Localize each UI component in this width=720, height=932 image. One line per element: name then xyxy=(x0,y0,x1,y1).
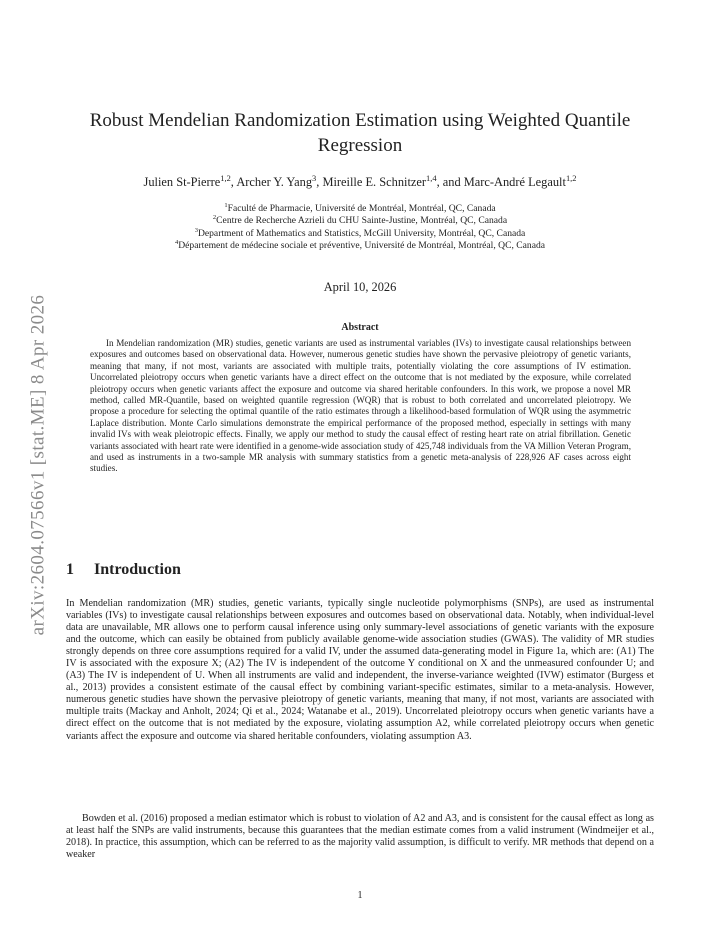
affiliation-line xyxy=(66,240,654,252)
title-line-2: Regression xyxy=(317,135,403,156)
paper-title xyxy=(66,108,654,158)
arxiv-sidebar xyxy=(18,255,58,675)
publication-date: April 10, 2026 xyxy=(323,280,397,294)
body-paragraph: In Mendelian randomization (MR) studies, genetic variants, typically single nucleotide polymorphisms (SNPs), are used as instrumental variables (IVs) to investigate causal relationships between exposures and outcomes based on observational data. Notably, when individual-level data are unavailable, MR allows one to perform causal inference using only summary-level associations of genetic variants with the exposure and the outcome, which can easily be obtained from publicly available genome-wide association studies (GWAS). The validity of MR studies strongly depends on three core assumptions required for a valid IV, under the assumed data-generating model in Figure 1a, which are: (A1) The IV is associated with the exposure X; (A2) The IV is independent of the outcome Y conditional on X and the unmeasured confounder U; and (A3) The IV is independent of U. When all instruments are valid and independent, the inverse-variance weighted (IVW) estimator (Burgess et al., 2013) provides a consistent estimate of the causal effect by combining variant-specific estimates, similar to a meta-analysis. However, numerous genetic studies have shown the pervasive pleiotropy of genetic variants, meaning that many, if not most, variants are associated with multiple traits (Mackay and Anholt, 2024; Qi et al., 2024; Watanabe et al., 2019). Uncorrelated pleiotropy occurs when genetic variants have a direct effect on the outcome that is not mediated by the exposure, violating assumption A2, while correlated pleiotropy occurs when genetic variants affect the exposure and outcome via shared heritable confounders, violating assumption A3. xyxy=(66,598,654,742)
author-affiliation-marker: 1,2 xyxy=(565,172,577,183)
author-affiliation-marker: 3 xyxy=(312,172,317,183)
affiliation-line xyxy=(66,228,654,240)
section-heading xyxy=(66,561,654,579)
abstract-text: In Mendelian randomization (MR) studies, genetic variants are used as instrumental variables (IVs) to investigate causal relationships between exposures and outcomes based on observational data. However, numerous genetic studies have shown the pervasive pleiotropy of genetic variants, meaning that many, if not most, variants are associated with multiple traits, potentially violating the core assumptions of IV estimation. Uncorrelated pleiotropy occurs when genetic variants have a direct effect on the outcome that is not mediated by the exposure, while correlated pleiotropy occurs when genetic variants affect the exposure and outcome via shared heritable confounders. In this work, we propose a novel MR method, called MR-Quantile, based on weighted quantile regression (WQR) that is robust to both correlated and uncorrelated pleiotropy. We propose a procedure for selecting the optimal quantile of the ratio estimates through a likelihood-based formulation of WQR using the asymmetric Laplace distribution. Monte Carlo simulations demonstrate the empirical performance of the proposed method, especially in settings with many invalid IVs with weak pleiotropic effects. Finally, we apply our method to study the causal effect of resting heart rate on atrial fibrillation. Genetic variants associated with heart rate were identified in a genome-wide association study of 425,748 individuals from the VA Million Veteran Program, and used as instruments in a two-sample MR analysis with summary statistics from a genetic meta-analysis of 228,926 AF cases across eight studies. xyxy=(90,338,631,474)
author-list xyxy=(66,172,654,190)
body-paragraph: Bowden et al. (2016) proposed a median estimator which is robust to violation of A2 and A3, and is consistent for the causal effect as long as at least half the SNPs are valid instruments, because this guarantees that the median estimate comes from a valid instrument (Windmeijer et al., 2018). In practice, this assumption, which can be referred to as the majority valid assumption, is difficult to verify. MR methods that depend on a weaker xyxy=(66,813,654,861)
page-number: 1 xyxy=(357,890,363,901)
affiliation-marker: 3 xyxy=(194,226,198,234)
affiliation-text: Department of Mathematics and Statistics, McGill University, Montréal, QC, Canada xyxy=(197,227,526,239)
affiliation-list xyxy=(66,203,654,253)
section-number: 1 xyxy=(66,561,74,578)
affiliation-line xyxy=(66,215,654,227)
section-title: Introduction xyxy=(94,561,181,578)
author-affiliation-marker: 1,2 xyxy=(220,172,231,183)
author-separator: , xyxy=(230,175,237,189)
affiliation-text: Département de médecine sociale et préventive, Université de Montréal, Montréal, QC, Canada xyxy=(178,240,546,252)
author-affiliation-marker: 1,4 xyxy=(426,172,437,183)
affiliation-text: Faculté de Pharmacie, Université de Montréal, Montréal, QC, Canada xyxy=(227,203,496,214)
author-name: Mireille E. Schnitzer xyxy=(322,175,427,189)
affiliation-marker: 2 xyxy=(212,214,217,222)
author-separator: , xyxy=(316,175,323,189)
arxiv-identifier: arXiv:2604.07566v1 [stat.ME] 8 Apr 2026 xyxy=(27,294,48,636)
abstract-heading: Abstract xyxy=(341,322,379,333)
title-line-1: Robust Mendelian Randomization Estimation using Weighted Quantile xyxy=(89,110,631,131)
affiliation-marker: 1 xyxy=(224,201,228,209)
affiliation-marker: 4 xyxy=(174,239,179,247)
affiliation-text: Centre de Recherche Azrieli du CHU Sainte-Justine, Montréal, QC, Canada xyxy=(216,215,508,227)
author-name: Archer Y. Yang xyxy=(236,175,313,189)
author-name: Julien St-Pierre xyxy=(143,175,221,189)
affiliation-line xyxy=(66,203,654,215)
author-separator: , and xyxy=(436,175,464,189)
author-name: Marc-André Legault xyxy=(463,175,566,189)
